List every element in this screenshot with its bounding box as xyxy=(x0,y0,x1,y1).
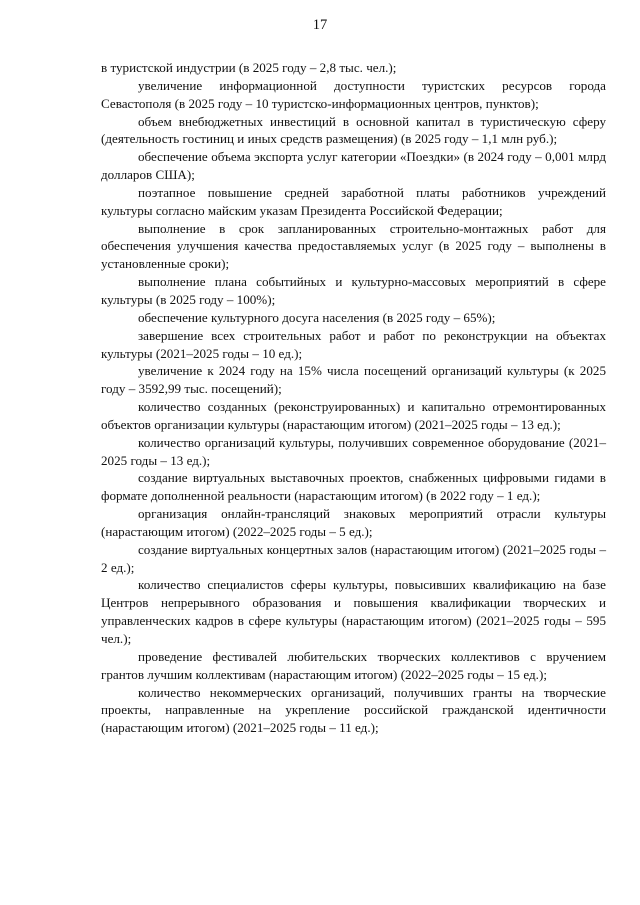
paragraph-18: количество некоммерческих организаций, получивших гранты на творческие проекты, направленные на укрепление российской гражданской идентичности (нарастающим итогом) (2021–2025 годы – 11 ед.); xyxy=(101,684,606,736)
paragraph-3: объем внебюджетных инвестиций в основной капитал в туристическую сферу (деятельность гостиниц и иных средств размещения) (в 2025 году – 1,1 млн руб.); xyxy=(101,113,606,147)
paragraph-5: поэтапное повышение средней заработной платы работников учреждений культуры согласно майским указам Президента Российской Федерации; xyxy=(101,184,606,218)
paragraph-13: создание виртуальных выставочных проектов, снабженных цифровыми гидами в формате дополненной реальности (нарастающим итогом) (в 2022 году – 1 ед.); xyxy=(101,470,606,504)
paragraph-6: выполнение в срок запланированных строительно-монтажных работ для обеспечения улучшения качества предоставляемых услуг (в 2025 году – выполнены в установленные сроки); xyxy=(101,220,606,272)
paragraph-9: завершение всех строительных работ и работ по реконструкции на объектах культуры (2021–2025 годы – 10 ед.); xyxy=(101,327,606,361)
page-number: 17 xyxy=(312,17,328,33)
paragraph-17: проведение фестивалей любительских творческих коллективов с вручением грантов лучшим коллективам (нарастающим итогом) (2022–2025 годы – 15 ед.); xyxy=(101,648,606,682)
paragraph-11: количество созданных (реконструированных) и капитально отремонтированных объектов организации культуры (нарастающим итогом) (2021–2025 годы – 13 ед.); xyxy=(101,399,606,432)
paragraph-15: создание виртуальных концертных залов (нарастающим итогом) (2021–2025 годы – 2 ед.); xyxy=(101,541,606,575)
paragraph-8: обеспечение культурного досуга населения (в 2025 году – 65%); xyxy=(138,309,496,325)
paragraph-7: выполнение плана событийных и культурно-массовых мероприятий в сфере культуры (в 2025 году – 100%); xyxy=(101,274,606,307)
paragraph-4: обеспечение объема экспорта услуг категории «Поездки» (в 2024 году – 0,001 млрд долларов США); xyxy=(101,149,606,183)
body-text xyxy=(101,59,606,737)
paragraph-14: организация онлайн-трансляций знаковых мероприятий отрасли культуры (нарастающим итогом) (2022–2025 годы – 5 ед.); xyxy=(101,506,606,539)
paragraph-2: увеличение информационной доступности туристских ресурсов города Севастополя (в 2025 году – 10 туристско-информационных центров, пунктов); xyxy=(101,77,606,111)
paragraph-1: в туристской индустрии (в 2025 году – 2,8 тыс. чел.); xyxy=(101,60,397,75)
paragraph-12: количество организаций культуры, получивших современное оборудование (2021–2025 годы – 13 ед.); xyxy=(101,434,606,468)
paragraph-16: количество специалистов сферы культуры, повысивших квалификацию на базе Центров непрерывного образования и повышения квалификации творческих и управленческих кадров в сфере культуры (нарастающим итогом) (2021–2025 годы – 595 чел.); xyxy=(101,577,606,646)
paragraph-10: увеличение к 2024 году на 15% числа посещений организаций культуры (к 2025 году – 3592,99 тыс. посещений); xyxy=(101,363,606,397)
